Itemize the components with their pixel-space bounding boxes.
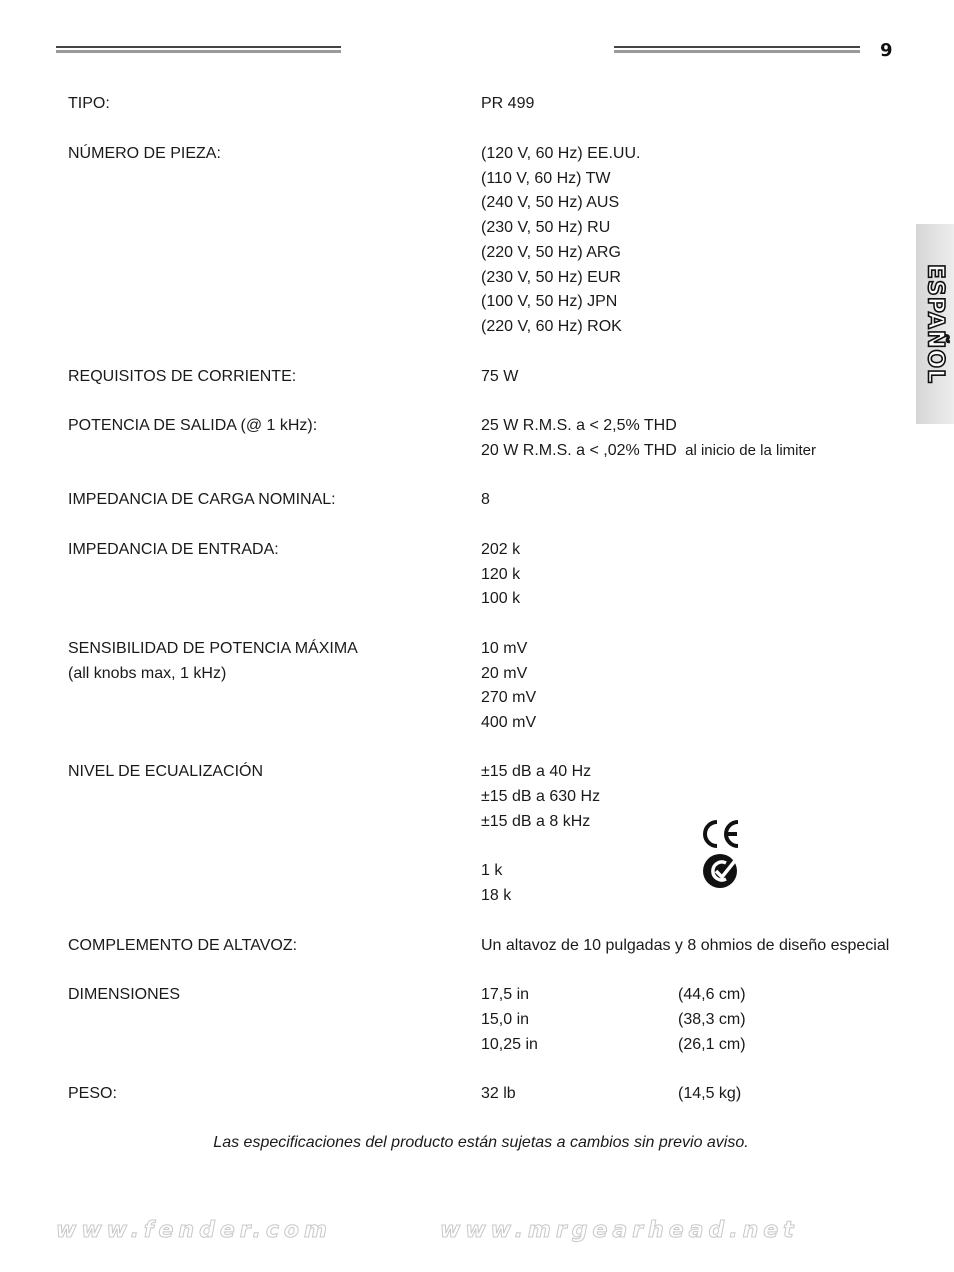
spec-value: 270 mV: [481, 689, 537, 706]
spec-label: SENSIBILIDAD DE POTENCIA MÁXIMA: [68, 640, 358, 657]
spec-value: 100 k: [481, 590, 521, 607]
spec-value: (230 V, 50 Hz) RU: [481, 219, 611, 236]
spec-label: COMPLEMENTO DE ALTAVOZ:: [68, 937, 298, 954]
spec-value: 400 mV: [481, 714, 537, 731]
spec-value: 120 k: [481, 566, 521, 583]
c-tick-mark-icon: [700, 852, 742, 890]
spec-value: 202 k: [481, 541, 521, 558]
spec-value: Un altavoz de 10 pulgadas y 8 ohmios de diseño especial: [481, 937, 890, 954]
language-tab: [916, 224, 954, 424]
spec-value: (220 V, 50 Hz) ARG: [481, 244, 621, 261]
spec-value: ±15 dB a 40 Hz: [481, 763, 592, 780]
spec-value: 32 lb: [481, 1085, 516, 1102]
spec-value-main: 20 W R.M.S. a < ,02% THD: [481, 442, 677, 459]
spec-label: IMPEDANCIA DE ENTRADA:: [68, 541, 279, 558]
spec-label: PESO:: [68, 1085, 117, 1102]
spec-label: NIVEL DE ECUALIZACIÓN: [68, 763, 264, 780]
footer-url-fender: www.fender.com: [56, 1218, 332, 1243]
spec-metric-value: (44,6 cm): [678, 986, 746, 1003]
spec-value: 15,0 in: [481, 1011, 530, 1028]
footer-url-mrgearhead: www.mrgearhead.net: [440, 1218, 799, 1243]
ce-mark-icon: [700, 818, 742, 850]
spec-value: ±15 dB a 8 kHz: [481, 813, 591, 830]
header-rule-left: [56, 46, 341, 53]
spec-value-note: al inicio de la limiter: [676, 442, 816, 459]
spec-metric-value: (14,5 kg): [678, 1085, 742, 1102]
spec-metric-value: (38,3 cm): [678, 1011, 746, 1028]
header-rule-right: [614, 46, 860, 53]
spec-value: (230 V, 50 Hz) EUR: [481, 269, 621, 286]
spec-value: 18 k: [481, 887, 512, 904]
spec-value: 25 W R.M.S. a < 2,5% THD: [481, 417, 677, 434]
spec-value: (240 V, 50 Hz) AUS: [481, 194, 620, 211]
spec-label: TIPO:: [68, 95, 110, 112]
spec-label: (all knobs max, 1 kHz): [68, 665, 227, 682]
spec-metric-value: (26,1 cm): [678, 1036, 746, 1053]
spec-label: POTENCIA DE SALIDA (@ 1 kHz):: [68, 417, 318, 434]
spec-value: PR 499: [481, 95, 535, 112]
spec-value: 10,25 in: [481, 1036, 538, 1053]
spec-value: 75 W: [481, 368, 519, 385]
page-number: 9: [880, 40, 893, 61]
spec-value: 17,5 in: [481, 986, 530, 1003]
spec-value: (100 V, 50 Hz) JPN: [481, 293, 618, 310]
spec-value: 10 mV: [481, 640, 528, 657]
spec-value: [481, 439, 816, 463]
spec-value: 20 mV: [481, 665, 528, 682]
spec-label: REQUISITOS DE CORRIENTE:: [68, 368, 297, 385]
disclaimer-note: Las especificaciones del producto están sujetas a cambios sin previo aviso.: [213, 1134, 749, 1151]
language-tab-label: ESPAÑOL: [922, 263, 948, 385]
spec-value: (220 V, 60 Hz) ROK: [481, 318, 622, 335]
spec-label: NÚMERO DE PIEZA:: [68, 145, 221, 162]
spec-label: IMPEDANCIA DE CARGA NOMINAL:: [68, 491, 336, 508]
spec-value: 1 k: [481, 862, 503, 879]
spec-value: 8: [481, 491, 490, 508]
spec-value: ±15 dB a 630 Hz: [481, 788, 601, 805]
spec-value: (120 V, 60 Hz) EE.UU.: [481, 145, 641, 162]
spec-label: DIMENSIONES: [68, 986, 181, 1003]
spec-value: (110 V, 60 Hz) TW: [481, 170, 611, 187]
